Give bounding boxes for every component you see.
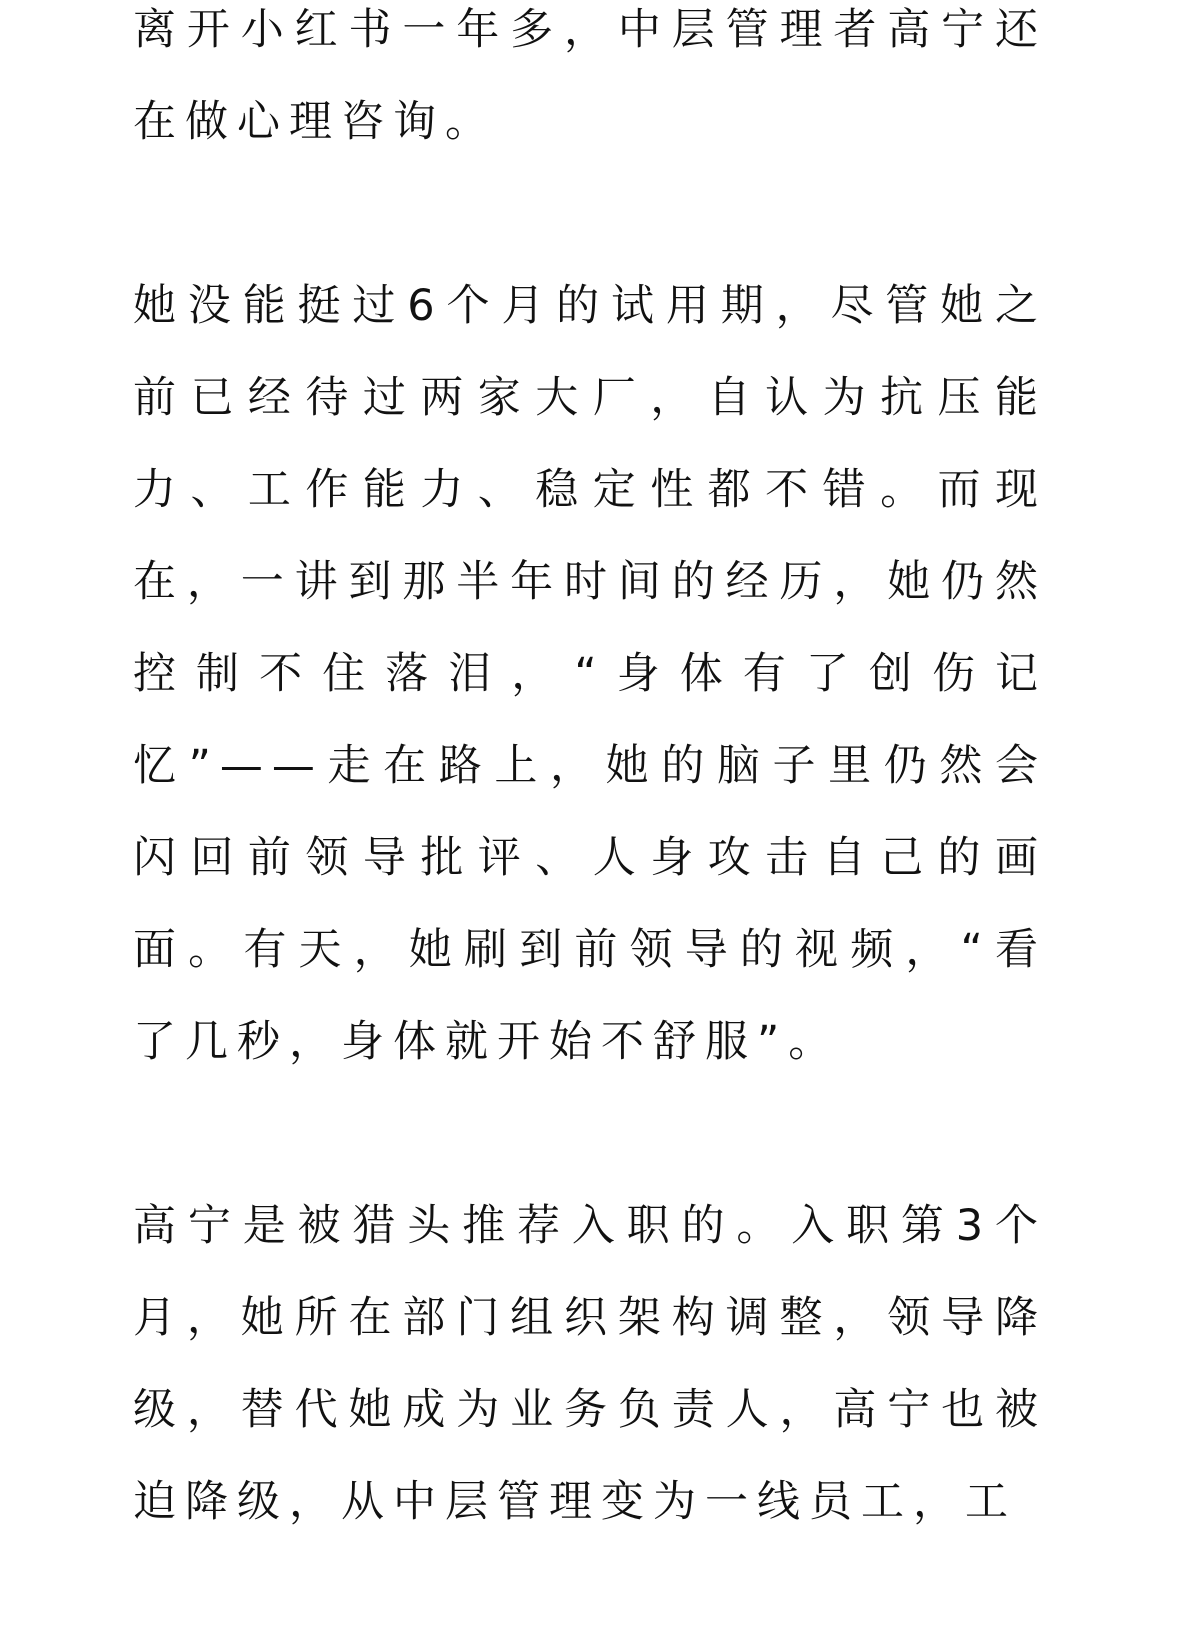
- paragraph-3: 高宁是被猎头推荐入职的。入职第3个月，她所在部门组织架构调整，领导降级，替代她成为业务负责人，高宁也被迫降级，从中层管理变为一线员工，工: [133, 1201, 1047, 1527]
- paragraph-1: 离开小红书一年多，中层管理者高宁还在做心理咨询。: [133, 5, 1047, 147]
- paragraph-2: 她没能挺过6个月的试用期，尽管她之前已经待过两家大厂，自认为抗压能力、工作能力、稳定性都不错。而现在，一讲到那半年时间的经历，她仍然控制不住落泪，“身体有了创伤记忆”——走在路上，她的脑子里仍然会闪回前领导批评、人身攻击自己的画面。有天，她刷到前领导的视频，“看了几秒，身体就开始不舒服”。: [133, 281, 1047, 1067]
- article-body: [133, 0, 1047, 1640]
